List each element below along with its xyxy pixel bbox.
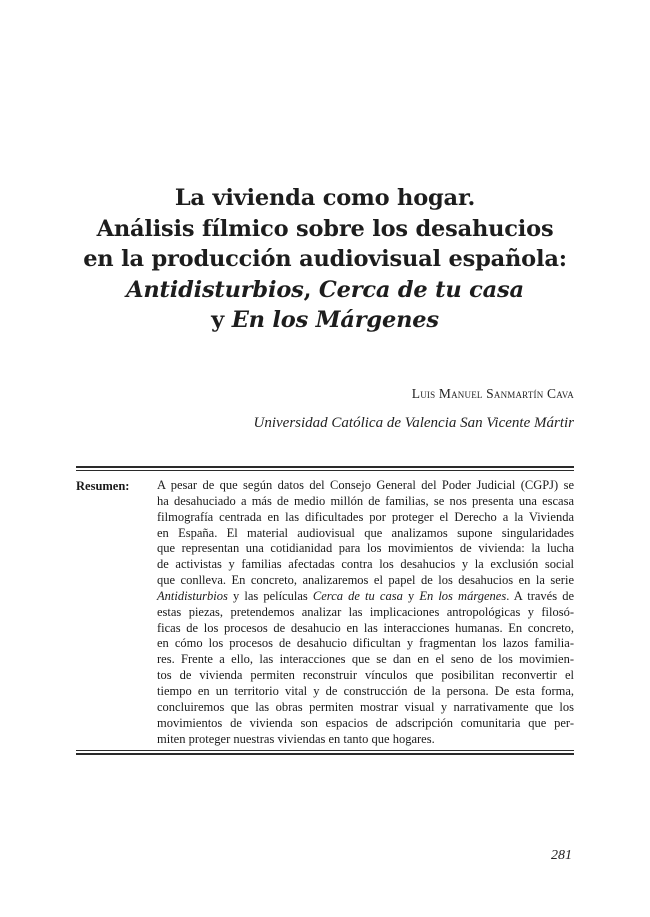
abstract-line: en cómo los procesos de desahucio dificultan y fragmentan los lazos familia- bbox=[157, 636, 574, 651]
abstract-line: en España. El material audiovisual que analizamos supone singularidades bbox=[157, 525, 574, 540]
abstract-line bbox=[157, 589, 574, 605]
author-affiliation: Universidad Católica de Valencia San Vicente Mártir bbox=[253, 415, 574, 431]
abstract-label: Resumen: bbox=[76, 479, 130, 493]
title-work-antidisturbios: Antidisturbios bbox=[126, 276, 304, 303]
title-line-2: Análisis fílmico sobre los desahucios bbox=[96, 215, 554, 242]
title-line-4 bbox=[40, 275, 610, 306]
abstract-body bbox=[157, 478, 574, 747]
title-line-3: en la producción audiovisual española: bbox=[83, 246, 567, 272]
abstract-line: movimientos de vivienda son espacios de adscripción comunitaria que per- bbox=[157, 715, 574, 730]
abstract-text-fragment: . A través de bbox=[506, 588, 574, 603]
title-and: y bbox=[211, 307, 232, 333]
abstract-line: res. Frente a ello, las interacciones que se dan en el seno de los movimien- bbox=[157, 652, 574, 667]
abstract-line: concluiremos que las obras permiten mostrar visual y narrativamente que los bbox=[157, 699, 574, 714]
abstract-work-cerca: Cerca de tu casa bbox=[312, 588, 403, 603]
abstract-line: tiempo en un territorio vital y de construcción de la persona. De esta forma, bbox=[157, 683, 574, 698]
abstract-bottom-rule bbox=[76, 753, 574, 755]
title-work-margenes: En los Márgenes bbox=[231, 307, 439, 333]
abstract-line: A pesar de que según datos del Consejo General del Poder Judicial (CGPJ) se bbox=[157, 478, 574, 492]
abstract-line: que conlleva. En concreto, analizaremos el papel de los desahucios en la serie bbox=[157, 573, 574, 588]
author-name: Luis Manuel Sanmartín Cava bbox=[411, 386, 574, 401]
page-number: 281 bbox=[551, 848, 572, 863]
abstract-work-antidisturbios: Antidisturbios bbox=[157, 588, 228, 603]
abstract-text-fragment: y las películas bbox=[227, 588, 313, 603]
abstract-line: de activistas y familias afectadas contra los desahucios y la exclusión social bbox=[157, 557, 574, 572]
abstract-work-margenes: En los márgenes bbox=[419, 588, 507, 603]
title-line-5 bbox=[40, 305, 610, 336]
abstract-top-rule-thin bbox=[76, 470, 574, 471]
abstract-top-rule bbox=[76, 466, 574, 468]
abstract-bottom-rule-thin bbox=[76, 750, 574, 751]
abstract-line: filmografía centrada en las dificultades por proteger el Derecho a la Vivienda bbox=[157, 509, 574, 524]
abstract-line: tos de vivienda permiten reconstruir vínculos que posibilitan reconvertir el bbox=[157, 668, 574, 683]
abstract-line: ha desahuciado a más de medio millón de familias, se nos presenta una escasa bbox=[157, 493, 574, 508]
title-line-1: La vivienda como hogar. bbox=[174, 185, 476, 211]
article-title bbox=[40, 183, 610, 336]
abstract-line: estas piezas, pretendemos analizar las implicaciones antropológicas y filosó- bbox=[157, 604, 574, 619]
abstract-line: que representan una cotidianidad para los movimientos de vivienda: la lucha bbox=[157, 541, 574, 556]
title-work-cerca: Cerca de tu casa bbox=[318, 276, 524, 303]
abstract-line: miten proteger nuestras viviendas en tanto que hogares. bbox=[157, 731, 435, 746]
abstract-line: ficas de los procesos de desahucio en las interacciones humanas. En concreto, bbox=[157, 620, 574, 635]
title-comma: , bbox=[303, 276, 319, 303]
abstract-text-fragment: y bbox=[402, 588, 420, 603]
